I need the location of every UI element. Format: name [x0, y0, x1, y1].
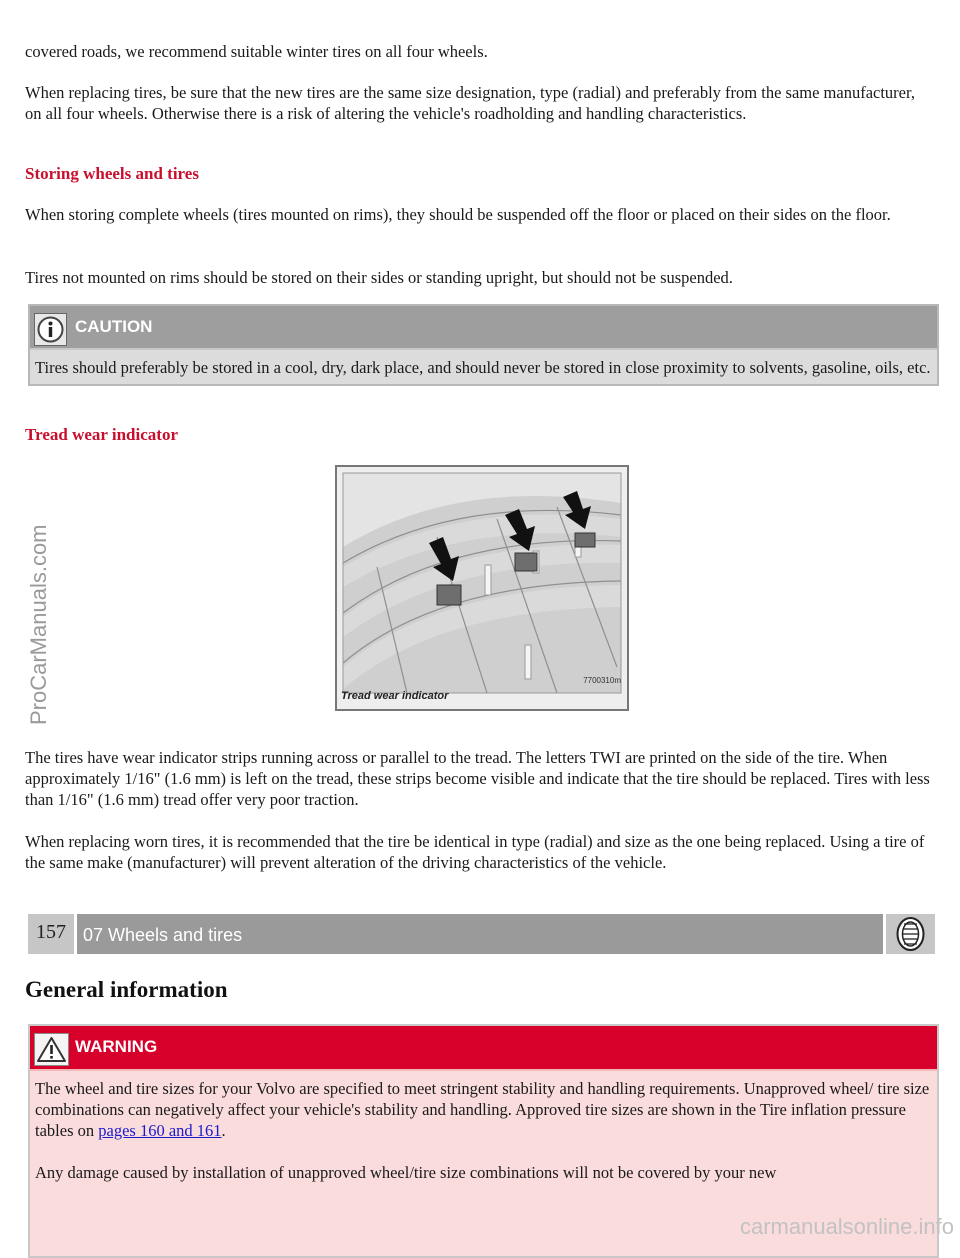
paragraph-winter-tires: covered roads, we recommend suitable winter tires on all four wheels.: [25, 42, 488, 61]
tread-wear-figure: [335, 465, 629, 711]
paragraph-replacing-worn: When replacing worn tires, it is recommended that the tire be identical in type (radial) and size as the one being replaced. Using a tire of the same make (manufacturer) will prevent alteration of the driving characteristics of the vehicle.: [25, 832, 925, 872]
paragraph-wear-indicator: The tires have wear indicator strips running across or parallel to the tread. The letters TWI are printed on the side of the tire. When approximately 1/16" (1.6 mm) is left on the tread, these strips become visible and indicate that the tire should be replaced. Tires with less than 1/16" (1.6 mm) tread offer very poor traction.: [25, 748, 930, 809]
info-icon: [34, 313, 67, 346]
section-footer-bar: [28, 914, 935, 954]
warning-body: [30, 1071, 937, 1183]
heading-storing-wheels: Storing wheels and tires: [25, 164, 199, 183]
pages-160-161-link[interactable]: pages 160 and 161: [98, 1121, 222, 1140]
warning-triangle-icon: [34, 1033, 69, 1066]
warning-text-before-link: The wheel and tire sizes for your Volvo are specified to meet stringent stability and handling requirements. Unapproved wheel/ tire size combinations can negatively affect your vehicle's stability and handling. Approved tire sizes are shown in the Tire inflation pressure tables on: [35, 1079, 930, 1140]
warning-paragraph-2: Any damage caused by installation of unapproved wheel/tire size combinations will not be covered by your new: [35, 1163, 777, 1182]
paragraph-storing-unmounted: Tires not mounted on rims should be stored on their sides or standing upright, but should not be suspended.: [25, 268, 733, 287]
page-number: 157: [28, 914, 74, 954]
figure-caption: Tread wear indicator: [341, 690, 449, 702]
paragraph-storing-complete: When storing complete wheels (tires mounted on rims), they should be suspended off the floor or placed on their sides on the floor.: [25, 205, 891, 224]
section-title: 07 Wheels and tires: [77, 914, 883, 954]
caution-title: CAUTION: [75, 317, 153, 336]
caution-box: [28, 304, 939, 386]
watermark-carmanualsonline: carmanualsonline.info: [739, 1214, 954, 1239]
warning-text-after-link: .: [221, 1121, 226, 1140]
warning-title: WARNING: [75, 1037, 158, 1056]
figure-code: 7700310m: [583, 676, 621, 685]
watermark-procarmanuals: ProCarManuals.com: [26, 524, 51, 725]
caution-header: [30, 306, 937, 350]
heading-tread-wear: Tread wear indicator: [25, 425, 178, 444]
warning-paragraph-1: [35, 1078, 932, 1141]
paragraph-replacing-tires: When replacing tires, be sure that the new tires are the same size designation, type (radial) and preferably from the same manufacturer, on all four wheels. Otherwise there is a risk of altering the vehicle's roadholding and handling characteristics.: [25, 83, 915, 123]
tire-icon: [886, 914, 935, 954]
warning-header: [30, 1026, 937, 1071]
caution-text: Tires should preferably be stored in a cool, dry, dark place, and should never be stored in close proximity to solvents, gasoline, oils, etc.: [35, 358, 931, 377]
heading-general-information: General information: [25, 977, 228, 1002]
